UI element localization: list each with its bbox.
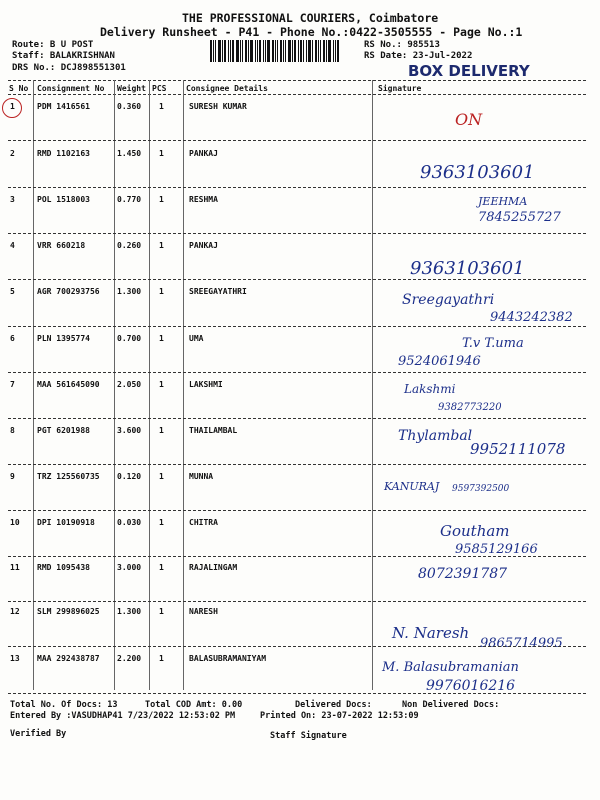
- row-consignment: DPI 10190918: [37, 518, 95, 527]
- row-weight: 0.360: [117, 102, 142, 111]
- barcode-bar: [292, 40, 293, 62]
- row-weight: 2.200: [117, 654, 142, 663]
- row-signature: Lakshmi: [404, 382, 456, 396]
- row-consignee: SURESH KUMAR: [189, 102, 247, 111]
- barcode-bar: [328, 40, 331, 62]
- col-divider: [149, 80, 150, 690]
- barcode-bar: [306, 40, 307, 62]
- row-consignment: SLM 299896025: [37, 607, 100, 616]
- row-signature-phone: 9976016216: [426, 678, 516, 694]
- row-weight: 0.030: [117, 518, 142, 527]
- row-signature-phone: 9865714995: [480, 636, 563, 651]
- row-sno: 6: [10, 334, 15, 343]
- row-separator: [8, 464, 586, 465]
- row-sno: 7: [10, 380, 15, 389]
- barcode-bar: [222, 40, 223, 62]
- row-sno: 9: [10, 472, 15, 481]
- barcode-bar: [242, 40, 243, 62]
- row-consignee: RESHMA: [189, 195, 218, 204]
- row-pcs: 1: [159, 380, 164, 389]
- row-signature-phone: 9585129166: [455, 542, 538, 557]
- row-weight: 2.050: [117, 380, 142, 389]
- row-signature: Goutham: [440, 522, 510, 540]
- row-consignment: POL 1518003: [37, 195, 90, 204]
- barcode-bar: [303, 40, 304, 62]
- row-sno: 11: [10, 563, 20, 572]
- row-signature: 8072391787: [418, 566, 508, 582]
- route-label: Route: B U POST: [12, 40, 94, 50]
- row-signature: Thylambal: [398, 428, 473, 444]
- row-consignee: NARESH: [189, 607, 218, 616]
- row-consignment: MAA 561645090: [37, 380, 100, 389]
- row-consignment: PGT 6201988: [37, 426, 90, 435]
- row-pcs: 1: [159, 518, 164, 527]
- row-consignment: TRZ 125560735: [37, 472, 100, 481]
- barcode-bar: [288, 40, 291, 62]
- row-separator: [8, 646, 586, 647]
- barcode-bar: [259, 40, 261, 62]
- delivered-docs: Delivered Docs:: [295, 700, 372, 710]
- rs-number: RS No.: 985513: [364, 40, 440, 50]
- col-sno: S No: [9, 84, 29, 93]
- row-consignment: MAA 292438787: [37, 654, 100, 663]
- row-consignment: AGR 700293756: [37, 287, 100, 296]
- col-weight: Weight: [117, 84, 146, 93]
- row-weight: 1.300: [117, 607, 142, 616]
- row-consignee: PANKAJ: [189, 241, 218, 250]
- row-signature: ON: [455, 110, 483, 129]
- barcode-bar: [283, 40, 284, 62]
- col-divider: [372, 80, 373, 690]
- row-weight: 1.450: [117, 149, 142, 158]
- barcode-graphic: [210, 40, 358, 62]
- row-signature-phone: 9443242382: [490, 310, 573, 325]
- barcode-bar: [265, 40, 266, 62]
- row-separator: [8, 326, 586, 327]
- barcode-bar: [318, 40, 319, 62]
- col-consignee: Consignee Details: [186, 84, 268, 93]
- row-separator: [8, 556, 586, 557]
- row-pcs: 1: [159, 287, 164, 296]
- row-consignee: PANKAJ: [189, 149, 218, 158]
- row-pcs: 1: [159, 241, 164, 250]
- row-sno: 10: [10, 518, 20, 527]
- row-separator: [8, 693, 586, 694]
- barcode-bar: [333, 40, 334, 62]
- row-pcs: 1: [159, 149, 164, 158]
- row-sno: 8: [10, 426, 15, 435]
- row-signature: M. Balasubramanian: [382, 660, 519, 675]
- non-delivered-docs: Non Delivered Docs:: [402, 700, 500, 710]
- barcode-bar: [285, 40, 286, 62]
- barcode-bar: [312, 40, 313, 62]
- row-pcs: 1: [159, 195, 164, 204]
- barcode-bar: [315, 40, 317, 62]
- row-separator: [8, 279, 586, 280]
- barcode-bar: [248, 40, 249, 62]
- box-delivery-stamp: BOX DELIVERY: [408, 62, 530, 80]
- barcode-bar: [280, 40, 282, 62]
- row-consignee: LAKSHMI: [189, 380, 223, 389]
- row-consignment: PLN 1395774: [37, 334, 90, 343]
- row-weight: 1.300: [117, 287, 142, 296]
- row-consignee: CHITRA: [189, 518, 218, 527]
- row-consignment: VRR 660218: [37, 241, 86, 250]
- total-docs: Total No. Of Docs: 13: [10, 700, 118, 710]
- row-pcs: 1: [159, 472, 164, 481]
- row-weight: 0.120: [117, 472, 142, 481]
- row-weight: 3.000: [117, 563, 142, 572]
- barcode-bar: [275, 40, 276, 62]
- row-consignee: MUNNA: [189, 472, 214, 481]
- row-consignee: UMA: [189, 334, 204, 343]
- barcode-bar: [308, 40, 311, 62]
- row-pcs: 1: [159, 607, 164, 616]
- barcode-bar: [337, 40, 339, 62]
- drs-number: DRS No.: DCJ898551301: [12, 63, 126, 73]
- rs-date: RS Date: 23-Jul-2022: [364, 51, 473, 61]
- row-consignee: RAJALINGAM: [189, 563, 238, 572]
- header-bottom-rule: [8, 94, 586, 95]
- row-pcs: 1: [159, 102, 164, 111]
- row-consignment: PDM 1416561: [37, 102, 90, 111]
- barcode-bar: [257, 40, 258, 62]
- row-signature: T.v T.uma: [462, 336, 524, 351]
- row-separator: [8, 187, 586, 188]
- row-consignee: THAILAMBAL: [189, 426, 238, 435]
- row-sno: 4: [10, 241, 15, 250]
- barcode-bar: [224, 40, 226, 62]
- barcode-bar: [210, 40, 212, 62]
- barcode-bar: [250, 40, 253, 62]
- row-signature: JEEHMA: [478, 195, 528, 208]
- row-sno: 12: [10, 607, 20, 616]
- row-weight: 0.770: [117, 195, 142, 204]
- row-separator: [8, 418, 586, 419]
- total-cod: Total COD Amt: 0.00: [145, 700, 243, 710]
- row-sno: 3: [10, 195, 15, 204]
- row-separator: [8, 510, 586, 511]
- row-signature: 9363103601: [410, 258, 525, 279]
- barcode-bar: [294, 40, 296, 62]
- row-sno: 1: [10, 102, 15, 111]
- barcode-bar: [326, 40, 327, 62]
- row-consignee: SREEGAYATHRI: [189, 287, 247, 296]
- header-top-rule: [8, 80, 586, 81]
- printed-on: Printed On: 23-07-2022 12:53:09: [260, 711, 419, 721]
- row-signature: 9363103601: [420, 162, 535, 183]
- row-consignment: RMD 1102163: [37, 149, 90, 158]
- barcode-bar: [228, 40, 229, 62]
- col-divider: [183, 80, 184, 690]
- col-divider: [114, 80, 115, 690]
- row-pcs: 1: [159, 426, 164, 435]
- row-separator: [8, 233, 586, 234]
- row-separator: [8, 140, 586, 141]
- row-pcs: 1: [159, 334, 164, 343]
- barcode-bar: [277, 40, 278, 62]
- col-signature: Signature: [378, 84, 422, 93]
- row-signature-phone: 9382773220: [438, 402, 502, 413]
- barcode-bar: [320, 40, 321, 62]
- runsheet-subtitle: Delivery Runsheet - P41 - Phone No.:0422-3505555 - Page No.:1: [100, 25, 523, 39]
- row-signature-phone: 9597392500: [452, 484, 510, 494]
- col-pcs: PCS: [152, 84, 167, 93]
- barcode-bar: [272, 40, 274, 62]
- row-consignment: RMD 1095438: [37, 563, 90, 572]
- row-sno: 2: [10, 149, 15, 158]
- row-signature: Sreegayathri: [402, 292, 495, 308]
- barcode-bar: [230, 40, 231, 62]
- row-signature: KANURAJ: [384, 480, 440, 493]
- row-signature-phone: 9952111078: [470, 440, 566, 458]
- row-weight: 0.260: [117, 241, 142, 250]
- barcode-bar: [335, 40, 336, 62]
- barcode-bar: [298, 40, 299, 62]
- barcode-bar: [255, 40, 256, 62]
- barcode-bar: [236, 40, 239, 62]
- barcode-bar: [232, 40, 234, 62]
- col-consignment: Consignment No: [37, 84, 105, 93]
- row-weight: 3.600: [117, 426, 142, 435]
- row-separator: [8, 601, 586, 602]
- verified-by: Verified By: [10, 729, 67, 739]
- row-signature: N. Naresh: [392, 624, 470, 642]
- barcode-bar: [300, 40, 302, 62]
- barcode-bar: [240, 40, 241, 62]
- barcode-bar: [245, 40, 247, 62]
- row-weight: 0.700: [117, 334, 142, 343]
- barcode-bar: [267, 40, 270, 62]
- staff-signature: Staff Signature: [270, 731, 347, 741]
- row-sno: 5: [10, 287, 15, 296]
- row-signature-phone: 7845255727: [478, 210, 561, 225]
- row-sno: 13: [10, 654, 20, 663]
- barcode-bar: [323, 40, 325, 62]
- barcode-bar: [215, 40, 216, 62]
- row-signature-phone: 9524061946: [398, 354, 481, 369]
- staff-label: Staff: BALAKRISHNAN: [12, 51, 115, 61]
- row-pcs: 1: [159, 654, 164, 663]
- barcode-bar: [218, 40, 221, 62]
- row-pcs: 1: [159, 563, 164, 572]
- company-title: THE PROFESSIONAL COURIERS, Coimbatore: [182, 11, 439, 25]
- row-separator: [8, 372, 586, 373]
- col-divider: [33, 80, 34, 690]
- entered-by: Entered By :VASUDHAP41 7/23/2022 12:53:02 PM: [10, 711, 236, 721]
- barcode-bar: [213, 40, 214, 62]
- row-consignee: BALASUBRAMANIYAM: [189, 654, 267, 663]
- barcode-bar: [263, 40, 264, 62]
